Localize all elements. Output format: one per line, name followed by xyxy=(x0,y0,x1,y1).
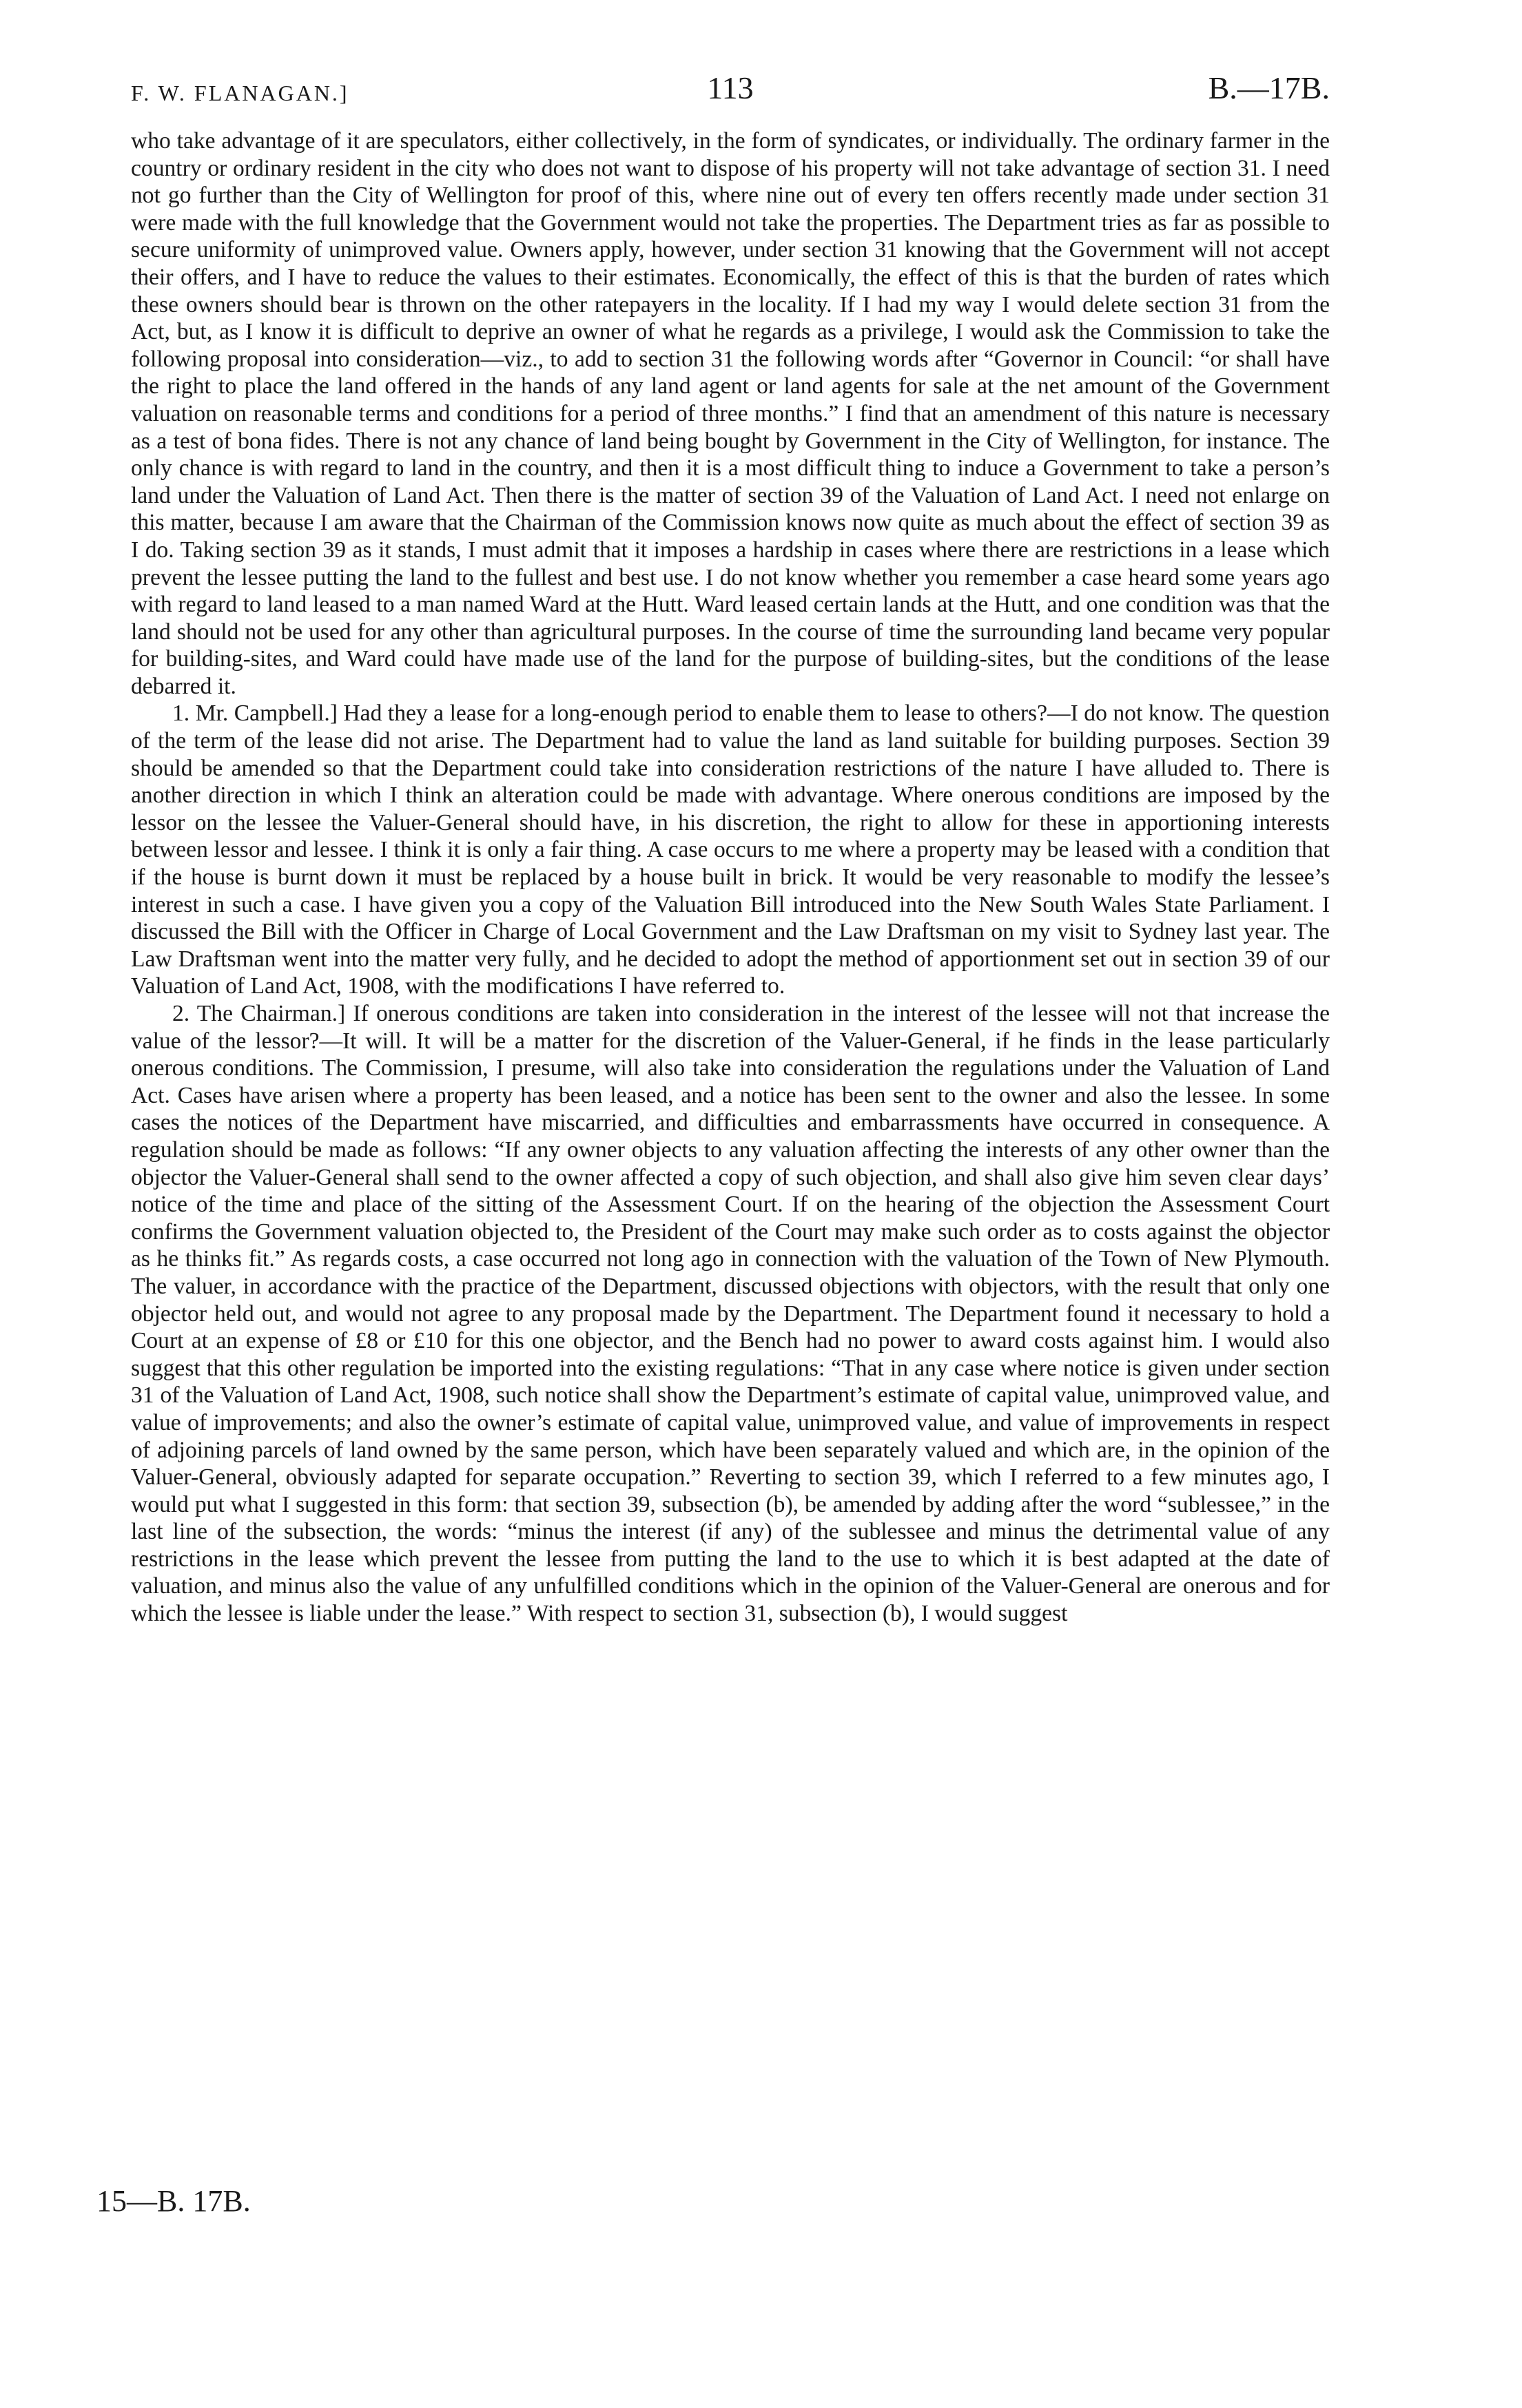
page-number: 113 xyxy=(707,70,754,105)
paragraph-question-1: 1. Mr. Campbell.] Had they a lease for a long-enough period to enable them to lease to others?—I do not know. The question of the term of the lease did not arise. The Department had to value the land as land suitable for building purposes. Section 39 should be amended so that the Department could take into consideration restrictions of the nature I have alluded to. There is another direction in which I think an alteration could be made with advantage. Where onerous conditions are imposed by the lessor on the lessee the Valuer-General should have, in his discretion, the right to allow for these in apportioning interests between lessor and lessee. I think it is only a fair thing. A case occurs to me where a property may be leased with a condition that if the house is burnt down it must be replaced by a house built in brick. It would be very reasonable to modify the lessee’s interest in such a case. I have given you a copy of the Valuation Bill introduced into the New South Wales State Parliament. I discussed the Bill with the Officer in Charge of Local Government and the Law Draftsman on my visit to Sydney last year. The Law Draftsman went into the matter very fully, and he decided to adopt the method of apportionment set out in section 39 of our Valuation of Land Act, 1908, with the modifications I have referred to. xyxy=(131,700,1330,999)
document-reference: B.—17B. xyxy=(1208,70,1330,105)
body-text xyxy=(131,127,1330,1628)
sheet-signature: 15—B. 17B. xyxy=(96,2184,251,2218)
page-header xyxy=(131,65,1330,127)
paragraph-continuation: who take advantage of it are speculators, either collectively, in the form of syndicates, or individually. The ordinary farmer in the country or ordinary resident in the city who does not want to dispose of his property will not take advantage of section 31. I need not go further than the City of Wellington for proof of this, where nine out of every ten offers recently made under section 31 were made with the full knowledge that the Government would not take the properties. The Department tries as far as possible to secure uniformity of unimproved value. Owners apply, however, under section 31 knowing that the Government will not accept their offers, and I have to reduce the values to their estimates. Economically, the effect of this is that the burden of rates which these owners should bear is thrown on the other ratepayers in the locality. If I had my way I would delete section 31 from the Act, but, as I know it is difficult to deprive an owner of what he regards as a privilege, I would ask the Commission to take the following proposal into consideration—viz., to add to section 31 the following words after “Governor in Council: “or shall have the right to place the land offered in the hands of any land agent or land agents for sale at the net amount of the Government valuation on reasonable terms and conditions for a period of three months.” I find that an amendment of this nature is necessary as a test of bona fides. There is not any chance of land being bought by Government in the City of Wellington, for instance. The only chance is with regard to land in the country, and then it is a most difficult thing to induce a Government to take a person’s land under the Valuation of Land Act. Then there is the matter of section 39 of the Valuation of Land Act. I need not enlarge on this matter, because I am aware that the Chairman of the Commission knows now quite as much about the effect of section 39 as I do. Taking section 39 as it stands, I must admit that it imposes a hardship in cases where there are restrictions in a lease which prevent the lessee putting the land to the fullest and best use. I do not know whether you remember a case heard some years ago with regard to land leased to a man named Ward at the Hutt. Ward leased certain lands at the Hutt, and one condition was that the land should not be used for any other than agricultural purposes. In the course of time the surrounding land became very popular for building-sites, and Ward could have made use of the land for the purpose of building-sites, but the conditions of the lease debarred it. xyxy=(131,128,1330,699)
paragraph-question-2: 2. The Chairman.] If onerous conditions are taken into consideration in the interest of the lessee will not that increase the value of the lessor?—It will. It will be a matter for the discretion of the Valuer-General, if he finds in the lease particularly onerous conditions. The Commission, I presume, will also take into consideration the regulations under the Valuation of Land Act. Cases have arisen where a property has been leased, and a notice has been sent to the owner and also the lessee. In some cases the notices of the Department have miscarried, and difficulties and embarrassments have occurred in consequence. A regulation should be made as follows: “If any owner objects to any valuation affecting the interests of any other owner than the objector the Valuer-General shall send to the owner affected a copy of such objection, and shall also give him seven clear days’ notice of the time and place of the sitting of the Assessment Court. If on the hearing of the objection the Assessment Court confirms the Government valuation objected to, the President of the Court may make such order as to costs against the objector as he thinks fit.” As regards costs, a case occurred not long ago in connection with the valuation of the Town of New Plymouth. The valuer, in accordance with the practice of the Department, discussed objections with objectors, with the result that only one objector held out, and would not agree to any proposal made by the Department. The Department found it necessary to hold a Court at an expense of £8 or £10 for this one objector, and the Bench had no power to award costs against him. I would also suggest that this other regulation be imported into the existing regulations: “That in any case where notice is given under section 31 of the Valuation of Land Act, 1908, such notice shall show the Department’s estimate of capital value, unimproved value, and value of improvements; and also the owner’s estimate of capital value, unimproved value, and value of improvements in respect of adjoining parcels of land owned by the same person, which have been separately valued and which are, in the opinion of the Valuer-General, obviously adapted for separate occupation.” Reverting to section 39, which I referred to a few minutes ago, I would put what I suggested in this form: that section 39, subsection (b), be amended by adding after the word “sublessee,” in the last line of the subsection, the words: “minus the interest (if any) of the sublessee and minus the detrimental value of any restrictions in the lease which prevent the lessee from putting the land to the use to which it is best adapted at the date of valuation, and minus also the value of any unfulfilled conditions which in the opinion of the Valuer-General are onerous and for which the lessee is liable under the lease.” With respect to section 31, subsection (b), I would suggest xyxy=(131,1001,1330,1627)
witness-name-header: F. W. FLANAGAN.] xyxy=(131,81,349,105)
document-page xyxy=(131,65,1330,1628)
